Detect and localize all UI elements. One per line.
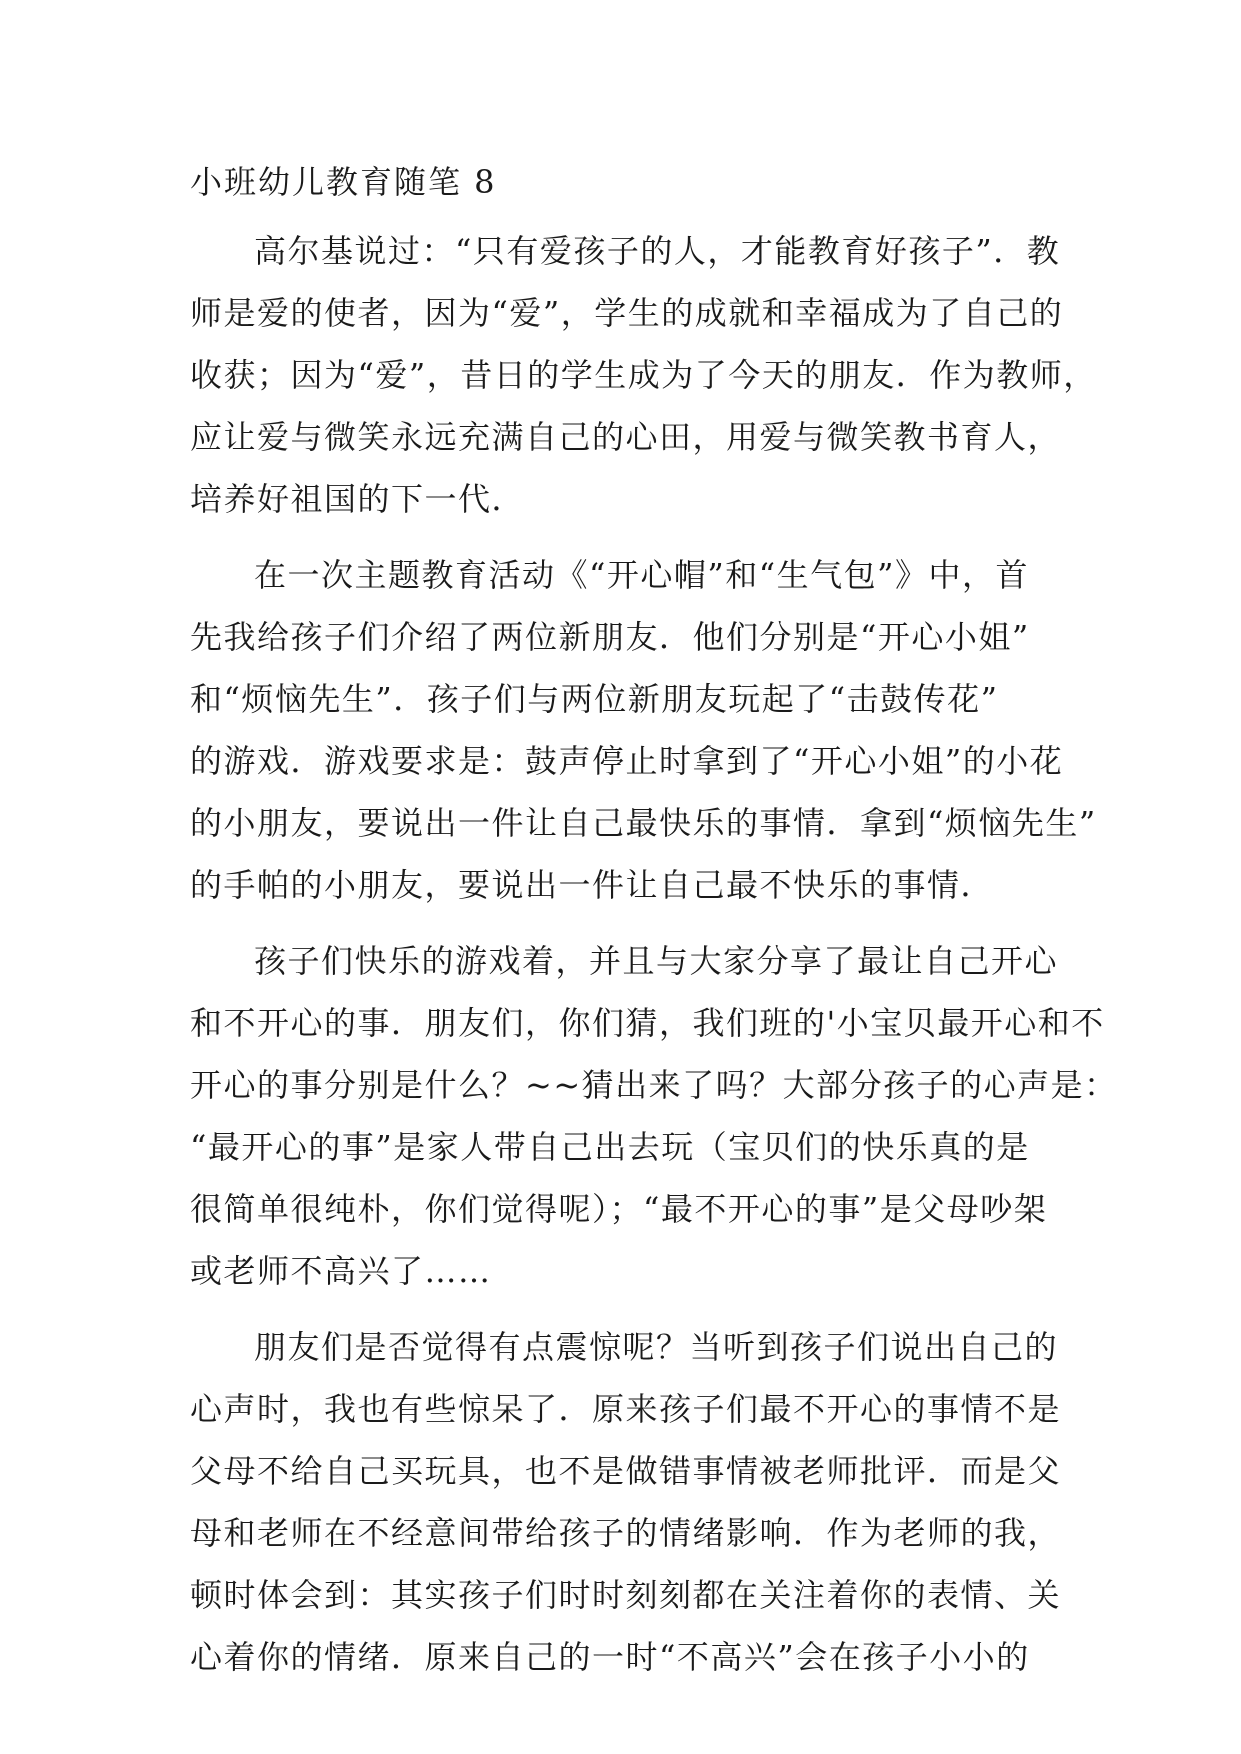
text-line: 孩子们快乐的游戏着，并且与大家分享了最让自己开心 (254, 942, 1059, 980)
paragraph-4 (190, 1316, 1062, 1688)
paragraph-3 (190, 930, 1118, 1302)
text-line: 很简单很纯朴，你们觉得呢）；“最不开心的事”是父母吵架 (190, 1190, 1048, 1228)
text-line: 培养好祖国的下一代． (190, 480, 526, 518)
text-line: 在一次主题教育活动《“开心帽”和“生气包”》中，首 (254, 556, 1029, 594)
document-title: 小班幼儿教育随笔 8 (190, 163, 497, 201)
text-line: 师是爱的使者，因为“爱”，学生的成就和幸福成为了自己的 (190, 294, 1064, 332)
text-line: 顿时体会到：其实孩子们时时刻刻都在关注着你的表情、关 (190, 1576, 1062, 1614)
text-line: 母和老师在不经意间带给孩子的情绪影响．作为老师的我， (190, 1514, 1062, 1552)
text-line: 或老师不高兴了…… (190, 1252, 492, 1290)
text-line: 父母不给自己买玩具，也不是做错事情被老师批评．而是父 (190, 1452, 1062, 1490)
text-line: 应让爱与微笑永远充满自己的心田，用爱与微笑教书育人， (190, 418, 1062, 456)
text-line: 先我给孩子们介绍了两位新朋友．他们分别是“开心小姐” (190, 618, 1030, 656)
text-line: 的小朋友，要说出一件让自己最快乐的事情．拿到“烦恼先生” (190, 804, 1097, 842)
paragraph-2 (190, 544, 1097, 916)
text-line: 的手帕的小朋友，要说出一件让自己最不快乐的事情． (190, 866, 995, 904)
text-line: 和不开心的事．朋友们，你们猜，我们班的'小宝贝最开心和不 (190, 1004, 1105, 1042)
paragraph-1 (190, 220, 1097, 530)
text-line: 收获；因为“爱”，昔日的学生成为了今天的朋友．作为教师， (190, 356, 1097, 394)
text-line: 的游戏．游戏要求是：鼓声停止时拿到了“开心小姐”的小花 (190, 742, 1064, 780)
text-line: 心着你的情绪．原来自己的一时“不高兴”会在孩子小小的 (190, 1638, 1030, 1676)
document-body (190, 220, 1118, 1702)
text-line: 朋友们是否觉得有点震惊呢？当听到孩子们说出自己的 (254, 1328, 1059, 1366)
text-line: 开心的事分别是什么？~~猜出来了吗？大部分孩子的心声是： (190, 1066, 1118, 1104)
text-line: “最开心的事”是家人带自己出去玩（宝贝们的快乐真的是 (190, 1128, 1030, 1166)
text-line: 和“烦恼先生”．孩子们与两位新朋友玩起了“击鼓传花” (190, 680, 999, 718)
text-line: 心声时，我也有些惊呆了．原来孩子们最不开心的事情不是 (190, 1390, 1062, 1428)
text-line: 高尔基说过：“只有爱孩子的人，才能教育好孩子”．教 (254, 232, 1061, 270)
